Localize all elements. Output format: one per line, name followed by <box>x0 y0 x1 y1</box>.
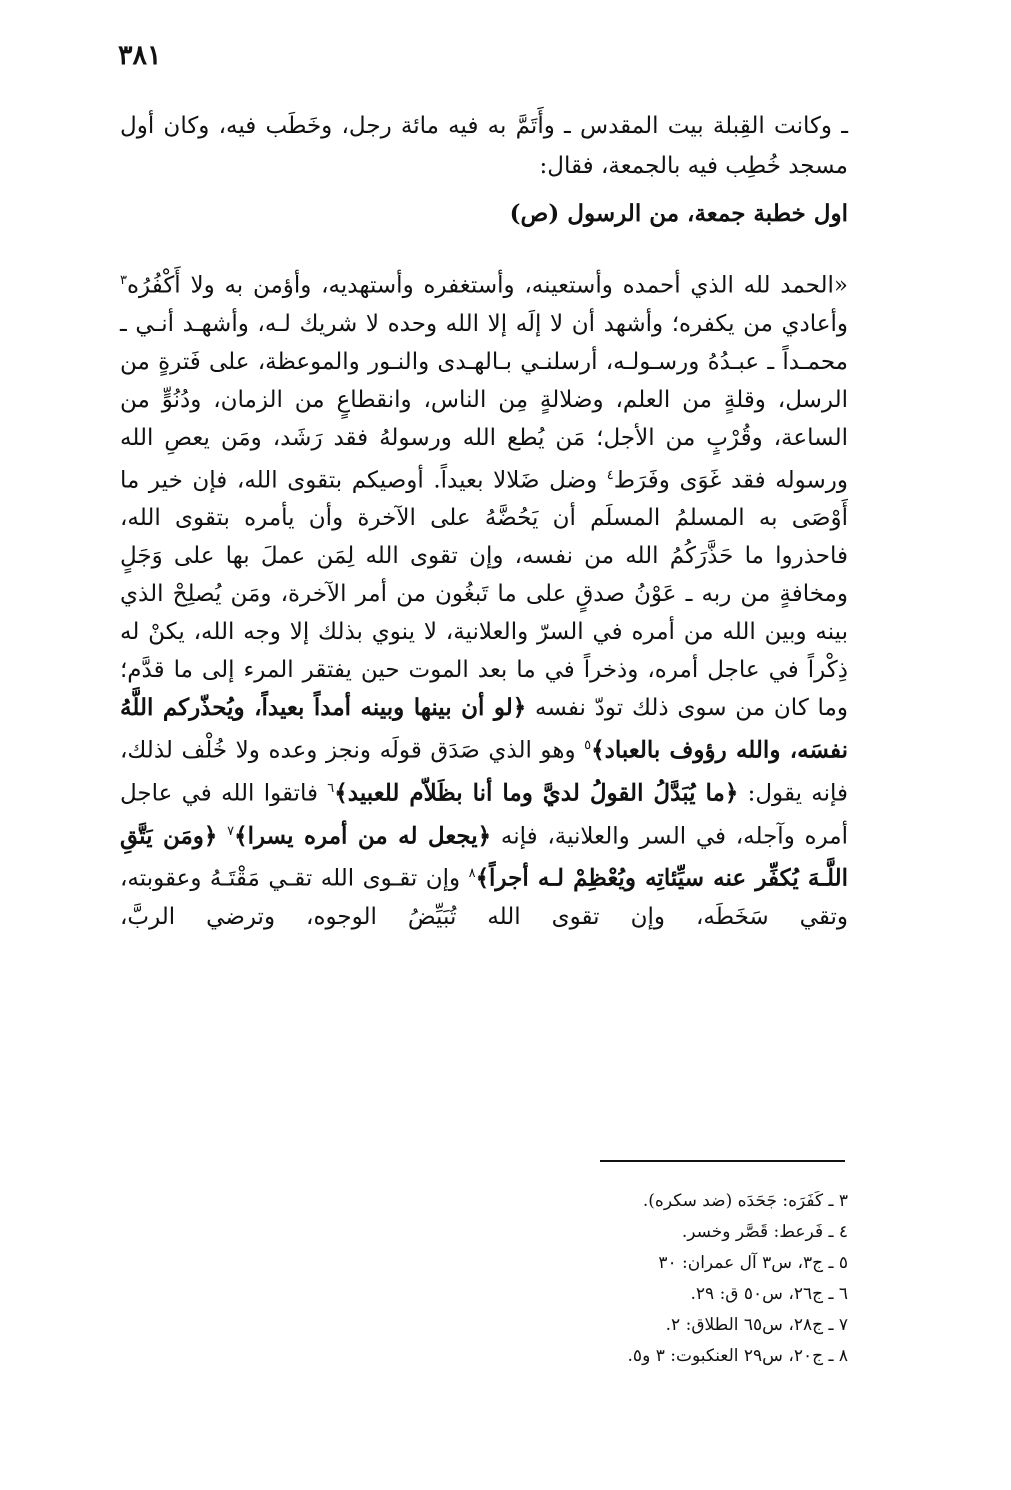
footnote-item: ٧ ـ ج٢٨، س٦٥ الطلاق: ٢. <box>665 1315 848 1335</box>
footnote-item: ٨ ـ ج٢٠، س٢٩ العنكبوت: ٣ و٥. <box>627 1346 848 1366</box>
sermon-text: وإن تقـوى الله تقـي مَقْتَـهُ وعقوبته، وتقي سَخَطَه، وإن تقوى الله تُبَيِّضُ الوجوه، وترضي الربَّ، <box>120 865 848 930</box>
footnote-item: ٦ ـ ج٢٦، س٥٠ ق: ٢٩. <box>690 1284 848 1304</box>
footnote-ref: ٨ <box>468 866 476 882</box>
footnote-item: ٣ ـ كَفَرَه: جَحَدَه (ضد سكره). <box>642 1191 848 1211</box>
footnote-ref: ٥ <box>584 738 592 754</box>
quran-verse: ﴿ما يُبَدَّلُ القولُ لديَّ وما أنا بظَلاّم للعبيد﴾ <box>334 779 739 807</box>
page-number: ٣٨١ <box>118 40 162 71</box>
footnotes-list <box>348 1186 848 1372</box>
sermon-text: فاتقوا الله في عاجل أمره وآجله، في السر والعلانية، فإنه <box>120 780 848 850</box>
quran-verse: ﴿ومَن يَتَّقِ اللَّـهَ يُكفِّر عنه سيِّئاتِه ويُعْظِمْ لـه أجراً﴾ <box>120 822 848 892</box>
footnote-item: ٥ ـ ج٣، س٣ آل عمران: ٣٠ <box>658 1253 848 1273</box>
footnote-ref: ٤ <box>606 467 614 483</box>
sermon-text: وضل ضَلالا بعيداً. أوصيكم بتقوى الله، فإن خير ما أَوْصَى به المسلمُ المسلَم أن يَحُضَّهُ على الآخرة وأن يأمره بتقوى الله، فاحذروا ما حَذَّرَكُمُ الله من نفسه، وإن تقوى الله لِمَن عملَ بها على وَجَلٍ ومخافةٍ من ربه ـ عَوْنُ صدقٍ على ما تَبغُون من أمر الآخرة، ومَن يُصلِحْ الذي بينه وبين الله من أمره في السرّ والعلانية، لا ينوي بذلك إلا وجه الله، يكنْ له ذِكْراً في عاجل أمره، وذخراً في ما بعد الموت حين يفتقر المرء إلى ما قدَّم؛ وما كان من سوى ذلك تودّ نفسه <box>120 467 848 722</box>
footnote-ref: ٧ <box>227 823 235 839</box>
sermon-text: وهو الذي صَدَق قولَه ونجز وعده ولا خُلْف لذلك، فإنه يقول: <box>120 737 848 807</box>
quran-verse: ﴿يجعل له من أمره يسرا﴾ <box>234 822 492 850</box>
quran-verse: ﴿لو أن بينها وبينه أمداً بعيداً، ويُحذّركم اللَّهُ نفسَه، والله رؤوف بالعباد﴾ <box>120 694 849 764</box>
sermon-paragraph <box>120 262 848 936</box>
footnote-item: ٤ ـ فَرعط: قَصَّر وخسر. <box>681 1222 848 1242</box>
footnote-ref: ٣ <box>120 273 127 288</box>
intro-paragraph: ـ وكانت القِبلة بيت المقدس ـ وأَتَمَّ به فيه مائة رجل، وخَطَب فيه، وكان أول مسجد خُطِب فيه بالجمعة، فقال: <box>120 113 848 179</box>
sermon-text: وأعادي من يكفره؛ وأشهد أن لا إلَه إلا الله وحده لا شريك لـه، وأشهـد أنـي ـ محمـداً ـ عبـدُهُ ورسـولـه، أرسلنـي بـالهـدى والنـور والموعظة، على فَترةٍ من الرسل، وقلةٍ من العلم، وضلالةٍ مِن الناس، وانقطاعٍ من الزمان، ودُنُوٍّ من الساعة، وقُرْبٍ من الأجل؛ مَن يُطع الله ورسولهُ فقد رَشَد، ومَن يعصِ الله ورسوله فقد غَوَى وفَرَط <box>120 310 848 494</box>
sermon-text <box>217 823 227 849</box>
sermon-text: «الحمد لله الذي أحمده وأستعينه، وأستغفره وأستهديه، وأؤمن به ولا أَكْفُرُه <box>126 272 848 299</box>
section-heading: اول خطبة جمعة، من الرسول (ص) <box>509 200 848 227</box>
footnote-ref: ٦ <box>327 780 335 796</box>
footnote-divider <box>600 1160 845 1162</box>
